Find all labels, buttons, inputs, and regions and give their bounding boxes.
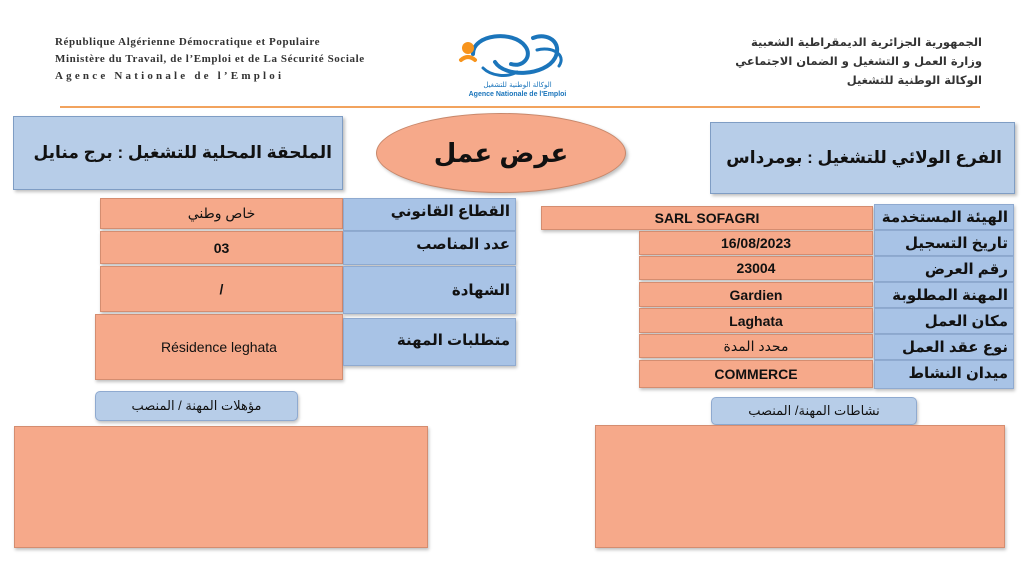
branch-right-text: الفرع الولائي للتشغيل : بومرداس	[726, 148, 1002, 167]
header-ar-line3: الوكالة الوطنية للتشغيل	[846, 73, 982, 87]
job-requirements-value: Résidence leghata	[95, 314, 343, 380]
header-fr-line1: République Algérienne Démocratique et Populaire	[55, 36, 321, 48]
job-offer-title: عرض عمل	[376, 113, 626, 193]
offer-number-label: رقم العرض	[874, 256, 1014, 282]
legal-sector-value: خاص وطني	[100, 198, 343, 229]
activity-field-value: COMMERCE	[639, 360, 873, 388]
agency-logo	[455, 28, 580, 106]
diploma-label: الشهادة	[343, 266, 516, 314]
qualifications-pill: مؤهلات المهنة / المنصب	[95, 391, 298, 421]
employer-label: الهيئة المستخدمة	[874, 204, 1014, 230]
workplace-value: Laghata	[639, 308, 873, 333]
registration-date-label: تاريخ التسجيل	[874, 230, 1014, 256]
branch-left-box	[13, 116, 343, 190]
required-job-label: المهنة المطلوبة	[874, 282, 1014, 308]
header-french	[55, 34, 425, 85]
qualifications-content-box	[14, 426, 428, 548]
contract-type-value: محدد المدة	[639, 334, 873, 358]
activities-pill: نشاطات المهنة/ المنصب	[711, 397, 917, 425]
branch-right-box	[710, 122, 1015, 194]
header-divider	[60, 106, 980, 108]
header-arabic	[592, 33, 982, 90]
legal-sector-label: القطاع القانوني	[343, 198, 516, 231]
activity-field-label: ميدان النشاط	[874, 360, 1014, 389]
diploma-value: /	[100, 266, 343, 312]
anem-logo-icon	[455, 28, 580, 82]
workplace-label: مكان العمل	[874, 308, 1014, 334]
branch-left-text: الملحقة المحلية للتشغيل : برج منايل	[33, 143, 332, 162]
positions-count-value: 03	[100, 231, 343, 264]
activities-content-box	[595, 425, 1005, 548]
registration-date-value: 16/08/2023	[639, 231, 873, 255]
offer-number-value: 23004	[639, 256, 873, 280]
employer-value: SARL SOFAGRI	[541, 206, 873, 230]
header-ar-line1: الجمهورية الجزائرية الديمقراطية الشعبية	[750, 35, 982, 49]
header-fr-line2: Ministère du Travail, de l’Emploi et de La Sécurité Sociale	[55, 53, 365, 65]
positions-count-label: عدد المناصب	[343, 231, 516, 265]
header-ar-line2: وزارة العمل و التشغيل و الضمان الاجتماعي	[735, 54, 982, 68]
required-job-value: Gardien	[639, 282, 873, 307]
header-fr-line3: Agence Nationale de l’Emploi	[55, 70, 285, 82]
job-requirements-label: متطلبات المهنة	[343, 318, 516, 366]
contract-type-label: نوع عقد العمل	[874, 334, 1014, 360]
logo-arabic-text: الوكالة الوطنية للتشغيل	[483, 81, 552, 89]
logo-french-text: Agence Nationale de l'Emploi	[468, 91, 567, 98]
